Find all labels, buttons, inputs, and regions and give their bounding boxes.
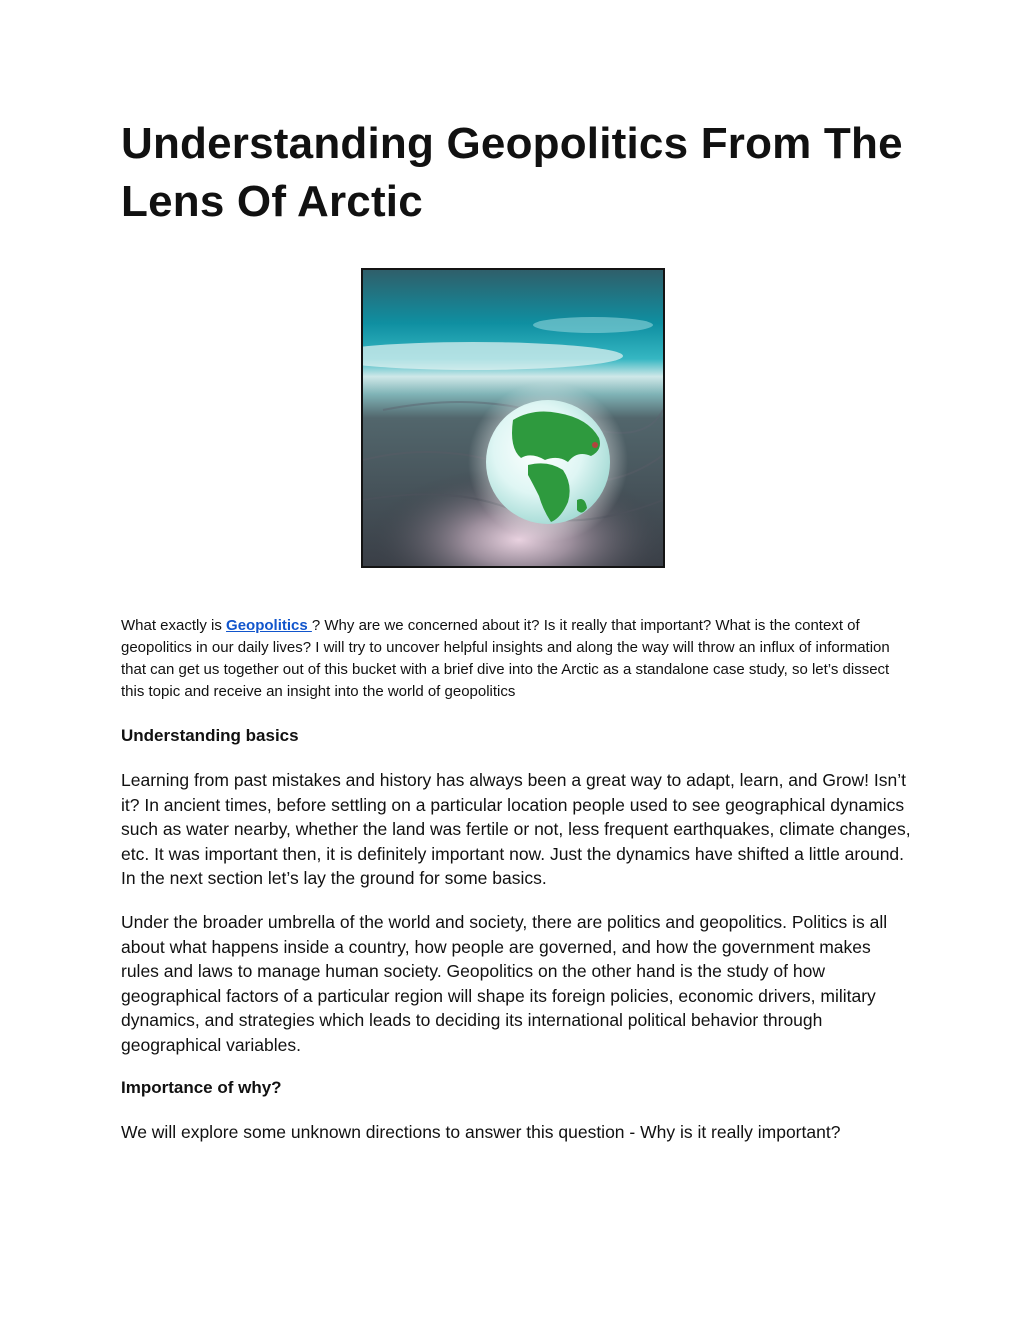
section-heading-importance-of-why: Importance of why? xyxy=(121,1078,282,1097)
geopolitics-link[interactable]: Geopolitics xyxy=(226,617,312,634)
section-heading-understanding-basics: Understanding basics xyxy=(121,726,299,745)
hero-image xyxy=(361,268,665,568)
intro-paragraph xyxy=(121,615,911,703)
paragraph-learning-from-past: Learning from past mistakes and history has always been a great way to adapt, learn, and Grow! Isn’t it? In ancient times, before settling on a particular location people used to see geographical dynamics such as water nearby, whether the land was fertile or not, less frequent earthquakes, climate changes, etc. It was important then, it is definitely important now. Just the dynamics have shifted a little around. In the next section let’s lay the ground for some basics. xyxy=(121,770,911,888)
page-title: Understanding Geopolitics From The Lens Of Arctic xyxy=(121,119,903,226)
glowing-globe-on-beach-image xyxy=(363,270,663,566)
paragraph-explore-directions: We will explore some unknown directions to answer this question - Why is it really important? xyxy=(121,1122,841,1142)
paragraph-politics-and-geopolitics: Under the broader umbrella of the world and society, there are politics and geopolitics. Politics is all about what happens inside a country, how people are governed, and how the government makes rules and laws to manage human society. Geopolitics on the other hand is the study of how geographical factors of a particular region will shape its foreign policies, economic drivers, military dynamics, and strategies which leads to deciding its international political behavior through geographical variables. xyxy=(121,912,888,1055)
intro-prefix: What exactly is xyxy=(121,617,227,634)
intro-suffix: ? Why are we concerned about it? Is it really that important? What is the context of geopolitics in our daily lives? I will try to uncover helpful insights and along the way will throw an influx of information that can get us together out of this bucket with a brief dive into the Arctic as a standalone case study, so let’s dissect this topic and receive an insight into the world of geopolitics xyxy=(121,617,890,700)
